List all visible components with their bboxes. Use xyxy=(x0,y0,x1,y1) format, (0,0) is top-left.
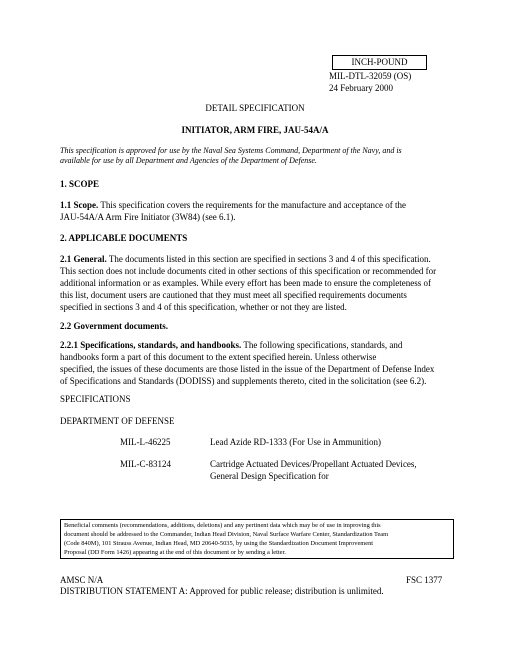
spec-id: MIL-C-83124 xyxy=(120,459,171,469)
paragraph-2-1 xyxy=(60,253,452,313)
comments-box xyxy=(60,519,454,559)
para-text: This section does not include documents cited in other sections of this specification or recommended for xyxy=(60,266,437,276)
doc-date: 24 February 2000 xyxy=(329,83,393,93)
fsc-label: FSC 1377 xyxy=(406,575,443,585)
para-text: specified, the issues of these documents are those listed in the issue of the Department of Defense Index xyxy=(60,364,435,374)
comment-line: (Code 840M), 101 Strauss Avenue, Indian Head, MD 20640-5035, by using the Standardization Document Improvement xyxy=(64,540,374,547)
distribution-statement: DISTRIBUTION STATEMENT A: Approved for public release; distribution is unlimited. xyxy=(60,586,384,596)
paragraph-2-2-heading: 2.2 Government documents. xyxy=(60,321,168,331)
para-text: This specification covers the requirements for the manufacture and acceptance of the xyxy=(100,200,406,210)
specifications-heading: SPECIFICATIONS xyxy=(60,394,131,404)
para-text: The following specifications, standards, and xyxy=(243,340,403,350)
comment-line: document should be addressed to the Commander, Indian Head Division, Naval Surface Warfare Center, Standardization Team xyxy=(64,531,389,538)
approval-line: available for use by all Department and Agencies of the Department of Defense. xyxy=(60,156,317,165)
para-text: this list, document users are cautioned that they must meet all specified requirements documents xyxy=(60,290,407,300)
para-text: handbooks form a part of this document to the extent specified herein. Unless otherwise xyxy=(60,352,377,362)
paragraph-1-1 xyxy=(60,199,452,223)
para-text: of Specifications and Standards (DODISS) and supplements thereto, cited in the solicitation (see 6.2). xyxy=(60,376,427,386)
section-2-heading: 2. APPLICABLE DOCUMENTS xyxy=(60,233,188,243)
spec-id: MIL-L-46225 xyxy=(120,437,171,447)
para-label: 2.2.1 Specifications, standards, and handbooks. xyxy=(60,340,242,350)
approval-statement xyxy=(60,146,460,166)
para-label: 2.1 General. xyxy=(60,254,107,264)
amsc-label: AMSC N/A xyxy=(60,575,104,585)
spec-description-line: Cartridge Actuated Devices/Propellant Actuated Devices, xyxy=(210,459,417,469)
paragraph-2-2-1 xyxy=(60,339,452,387)
inch-pound-box: INCH-POUND xyxy=(332,55,427,70)
para-label: 1.1 Scope. xyxy=(60,200,99,210)
para-text: The documents listed in this section are specified in sections 3 and 4 of this specification. xyxy=(108,254,431,264)
doc-id: MIL-DTL-32059 (OS) xyxy=(329,71,412,81)
section-1-heading: 1. SCOPE xyxy=(60,179,100,189)
para-text: JAU-54A/A Arm Fire Initiator (3W84) (see 6.1). xyxy=(60,212,236,222)
spec-description xyxy=(210,458,417,482)
para-text: additional information or as examples. While every effort has been made to ensure the completeness of xyxy=(60,278,432,288)
dod-heading: DEPARTMENT OF DEFENSE xyxy=(60,416,175,426)
spec-description: Lead Azide RD-1333 (For Use in Ammunition) xyxy=(210,437,381,447)
doc-title: INITIATOR, ARM FIRE, JAU-54A/A xyxy=(181,125,329,135)
doc-type: DETAIL SPECIFICATION xyxy=(205,103,305,113)
spec-description-line: General Design Specification for xyxy=(210,471,329,481)
comment-line: Beneficial comments (recommendations, additions, deletions) and any pertinent data which may be of use in improving this xyxy=(64,522,381,529)
approval-line: This specification is approved for use by the Naval Sea Systems Command, Department of the Navy, and is xyxy=(60,146,402,155)
comment-line: Proposal (DD Form 1426) appearing at the end of this document or by sending a letter. xyxy=(64,549,286,556)
para-text: specified in sections 3 and 4 of this specification, whether or not they are listed. xyxy=(60,302,347,312)
